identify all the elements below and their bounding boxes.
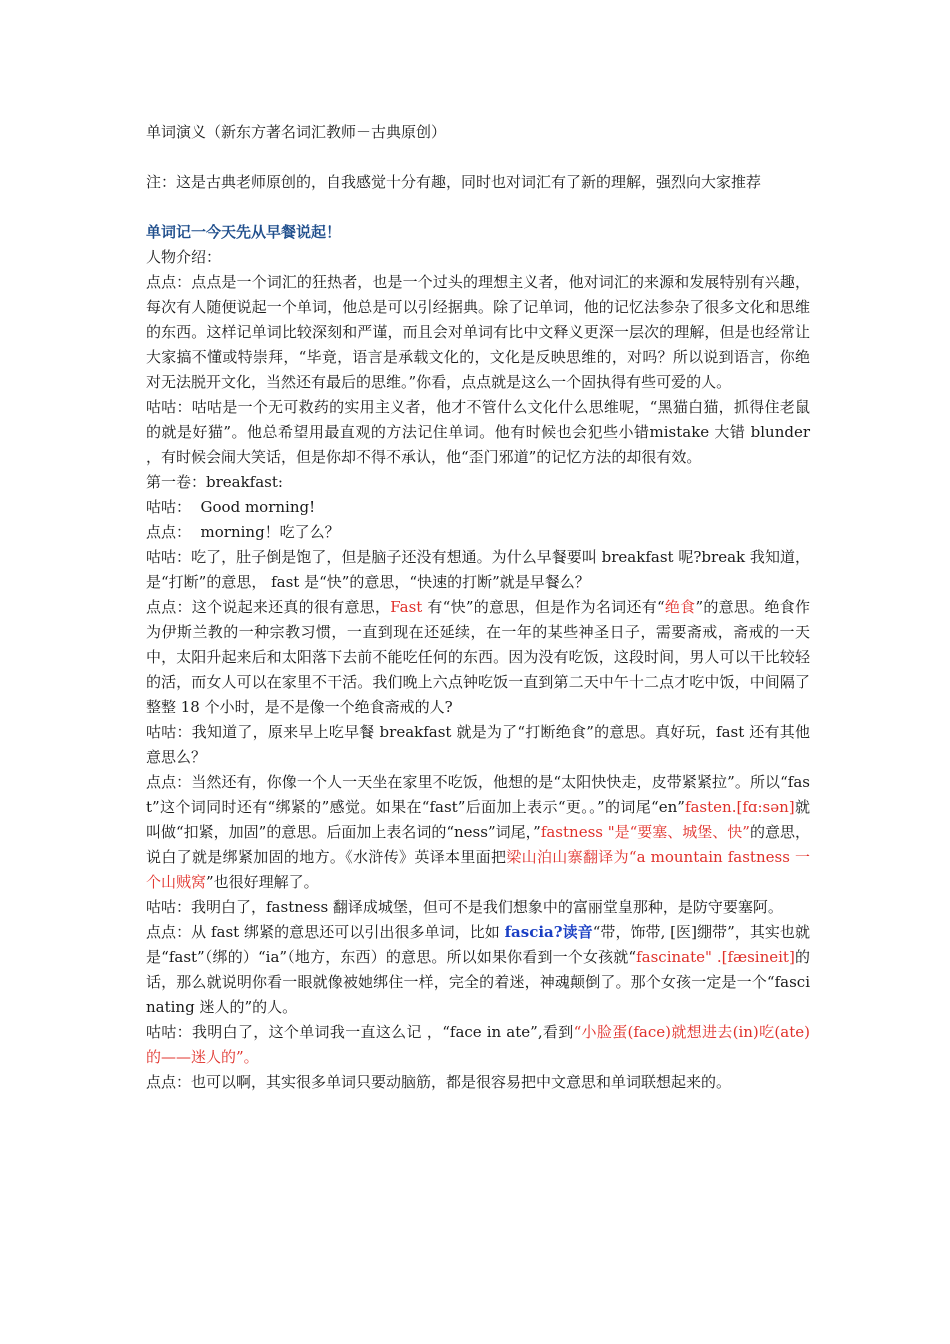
dialogue-gugu-greet: 咕咕： Good morning! bbox=[146, 498, 316, 516]
text-run: 就叫做“扣紧，加固”的意思。后面加上表名词的“ness”词尾，” bbox=[146, 798, 810, 841]
dialogue-gugu-q1: 咕咕：吃了，肚子倒是饱了，但是脑子还没有想通。为什么早餐要叫 breakfast 呢?break 我知道，是“打断”的意思， fast 是“快”的意思，“快速的打断”就是早餐么？ bbox=[146, 548, 810, 591]
dialogue-diandian-greet: 点点： morning！吃了么？ bbox=[146, 523, 340, 541]
paragraph-diandian-intro: 点点：点点是一个词汇的狂热者，也是一个过头的理想主义者，他对词汇的来源和发展特别有兴趣，每次有人随便说起一个单词，他总是可以引经据典。除了记单词，他的记忆法参杂了很多文化和思维的东西。这样记单词比较深刻和严谨，而且会对单词有比中文释义更深一层次的理解，但是也经常让大家搞不懂或特崇拜，“毕竟，语言是承载文化的，文化是反映思维的，对吗？所以说到语言，你绝对无法脱开文化，当然还有最后的思维。”你看，点点就是这么一个固执得有些可爱的人。 bbox=[146, 273, 810, 391]
text-run: 的话，那么就说明你看一眼就像被她绑住一样，完全的着迷，神魂颠倒了。那个女孩一定是一个“fascinating 迷人的”的人。 bbox=[146, 948, 810, 1016]
text-run: ”的意思。绝食作为伊斯兰教的一种宗教习惯，一直到现在还延续，在一年的某些神圣日子，需要斋戒，斋戒的一天中，太阳升起来后和太阳落下去前不能吃任何的东西。因为没有吃饭，这段时间，男人可以干比较轻的活，而女人可以在家里不干活。我们晚上六点钟吃饭一直到第二天中午十二点才吃中饭，中间隔了整整 18 个小时，是不是像一个绝食斋戒的人? bbox=[146, 598, 810, 716]
paragraph-gugu-intro: 咕咕：咕咕是一个无可救药的实用主义者，他才不管什么文化什么思维呢，“黑猫白猫，抓得住老鼠的就是好猫”。他总希望用最直观的方法记住单词。他有时候也会犯些小错mistake 大错 blunder ，有时候会闹大笑话，但是你却不得不承认，他“歪门邪道”的记忆方法的却很有效。 bbox=[146, 398, 810, 466]
text-run: 点点：这个说起来还真的很有意思， bbox=[146, 598, 391, 616]
dialogue-gugu-q4 bbox=[146, 1020, 810, 1070]
text-run: “带，饰带, [医]绷带”，其实也就是“fast”（绑的）“ia”（地方，东西）的意思。所以如果你看到一个女孩就“ bbox=[146, 923, 810, 966]
section-heading: 单词记一今天先从早餐说起！ bbox=[146, 223, 342, 241]
text-run: 咕咕：我明白了，这个单词我一直这么记 ，“face in ate”,看到 bbox=[146, 1023, 574, 1041]
document-body bbox=[146, 120, 810, 1095]
highlight-run: “小脸蛋(face)就想进去(in)吃(ate)的——迷人的”。 bbox=[146, 1023, 810, 1066]
doc-title: 单词演义（新东方著名词汇教师－古典原创） bbox=[146, 123, 447, 141]
dialogue-diandian-a3 bbox=[146, 920, 810, 1020]
highlight-run: fastness "是“要塞、城堡、快” bbox=[540, 823, 750, 841]
doc-note: 注：这是古典老师原创的，自我感觉十分有趣，同时也对词汇有了新的理解，强烈向大家推荐 bbox=[146, 173, 762, 191]
dialogue-diandian-a1 bbox=[146, 595, 810, 720]
highlight-run: Fast bbox=[390, 598, 423, 616]
highlight-run: fascinate" .[fæsineit] bbox=[636, 948, 795, 966]
volume-heading: 第一卷：breakfast: bbox=[146, 473, 283, 491]
dialogue-gugu-q3: 咕咕：我明白了，fastness 翻译成城堡，但可不是我们想象中的富丽堂皇那种，是防守要塞阿。 bbox=[146, 898, 783, 916]
highlight-run: fascia?读音 bbox=[504, 923, 593, 941]
text-run: 点点：从 fast 绑紧的意思还可以引出很多单词，比如 bbox=[146, 923, 505, 941]
highlight-run: 绝食 bbox=[664, 598, 696, 616]
dialogue-diandian-a4: 点点：也可以啊，其实很多单词只要动脑筋，都是很容易把中文意思和单词联想起来的。 bbox=[146, 1073, 732, 1091]
text-run: ”也很好理解了。 bbox=[206, 873, 319, 891]
text-run: 有“快”的意思，但是作为名词还有“ bbox=[422, 598, 665, 616]
highlight-run: 梁山泊山寨翻译为“a mountain fastness 一个山贼窝 bbox=[146, 848, 810, 891]
text-run: 点点：当然还有，你像一个人一天坐在家里不吃饭，他想的是“太阳快快走，皮带紧紧拉”。所以“fast”这个词同时还有“绑紧的”感觉。如果在“fast”后面加上表示“更。。”的词尾“en” bbox=[146, 773, 810, 816]
intro-label: 人物介绍： bbox=[146, 248, 222, 266]
dialogue-diandian-a2 bbox=[146, 770, 810, 895]
highlight-run: fasten.[fɑ:sən] bbox=[684, 798, 795, 816]
text-run: 的意思，说白了就是绑紧加固的地方。《水浒传》英译本里面把 bbox=[146, 823, 810, 866]
dialogue-gugu-q2: 咕咕：我知道了，原来早上吃早餐 breakfast 就是为了“打断绝食”的意思。真好玩，fast 还有其他意思么？ bbox=[146, 723, 810, 766]
